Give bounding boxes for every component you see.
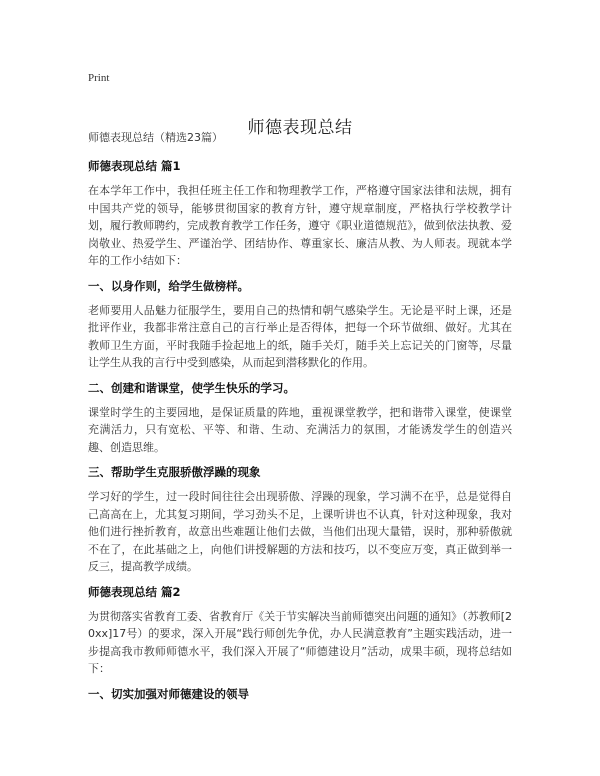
document-title: 师德表现总结 bbox=[247, 118, 353, 139]
section-heading: 二、创建和谐课堂，使学生快乐的学习。 bbox=[88, 380, 295, 395]
section-heading: 一、以身作则，给学生做榜样。 bbox=[88, 278, 249, 293]
section-heading: 师德表现总结 篇1 bbox=[88, 159, 181, 173]
paragraph: 为贯彻落实省教育工委、省教育厅《关于节实解决当前师德突出问题的通知》（苏教师[20xx]17号）的要求，深入开展“践行师创先争优，办人民满意教育”主题实践活动，进一步提高我市教师师德水平，我们深入开展了“师德建设月”活动，成果丰硕，现将总结如下： bbox=[88, 609, 512, 675]
paragraph: 课堂时学生的主要园地，是保证质量的阵地，重视课堂教学，把和谐带入课堂，使课堂充满活力，只有宽松、平等、和谐、生动、充满活力的氛围，才能诱发学生的创造兴趣、创造思维。 bbox=[88, 405, 512, 454]
paragraph: 老师要用人品魅力征服学生，要用自己的热情和朝气感染学生。无论是平时上课，还是批评作业，我都非常注意自己的言行举止是否得体，把每一个环节做细、做好。尤其在教师卫生方面，平时我随手捡起地上的纸，随手关灯，随手关上忘记关的门窗等，尽量让学生从我的言行中受到感染，从而起到潜移默化的作用。 bbox=[88, 303, 512, 369]
content-blocks bbox=[88, 158, 512, 702]
document-subtitle: 师德表现总结（精选23篇） bbox=[88, 131, 223, 144]
section-heading: 一、切实加强对师德建设的领导 bbox=[88, 686, 249, 701]
paragraph: 在本学年工作中，我担任班主任工作和物理教学工作，严格遵守国家法律和法规，拥有中国共产党的领导，能够贯彻国家的教育方针，遵守规章制度，严格执行学校教学计划，履行教师聘约，完成教育教学工作任务，遵守《职业道德规范》，做到依法执教、爱岗敬业、热爱学生、严谨治学、团结协作、尊重家长、廉洁从教、为人师表。现就本学年的工作小结如下： bbox=[88, 184, 512, 267]
section-heading: 师德表现总结 篇2 bbox=[88, 584, 181, 599]
paragraph: 学习好的学生，过一段时间往往会出现骄傲、浮躁的现象，学习满不在乎，总是觉得自己高高在上，尤其复习期间，学习劲头不足，上课听讲也不认真，针对这种现象，我对他们进行挫折教育，故意出些难题让他们去做，当他们出现大量错，误时，那种骄傲就不在了，在此基础之上，向他们讲授解题的方法和技巧，以不变应万变，真正做到举一反三，提高教学成绩。 bbox=[88, 490, 512, 573]
print-label[interactable]: Print bbox=[88, 72, 110, 84]
document-body bbox=[88, 130, 512, 710]
section-heading: 三、帮助学生克服骄傲浮躁的现象 bbox=[88, 465, 261, 479]
